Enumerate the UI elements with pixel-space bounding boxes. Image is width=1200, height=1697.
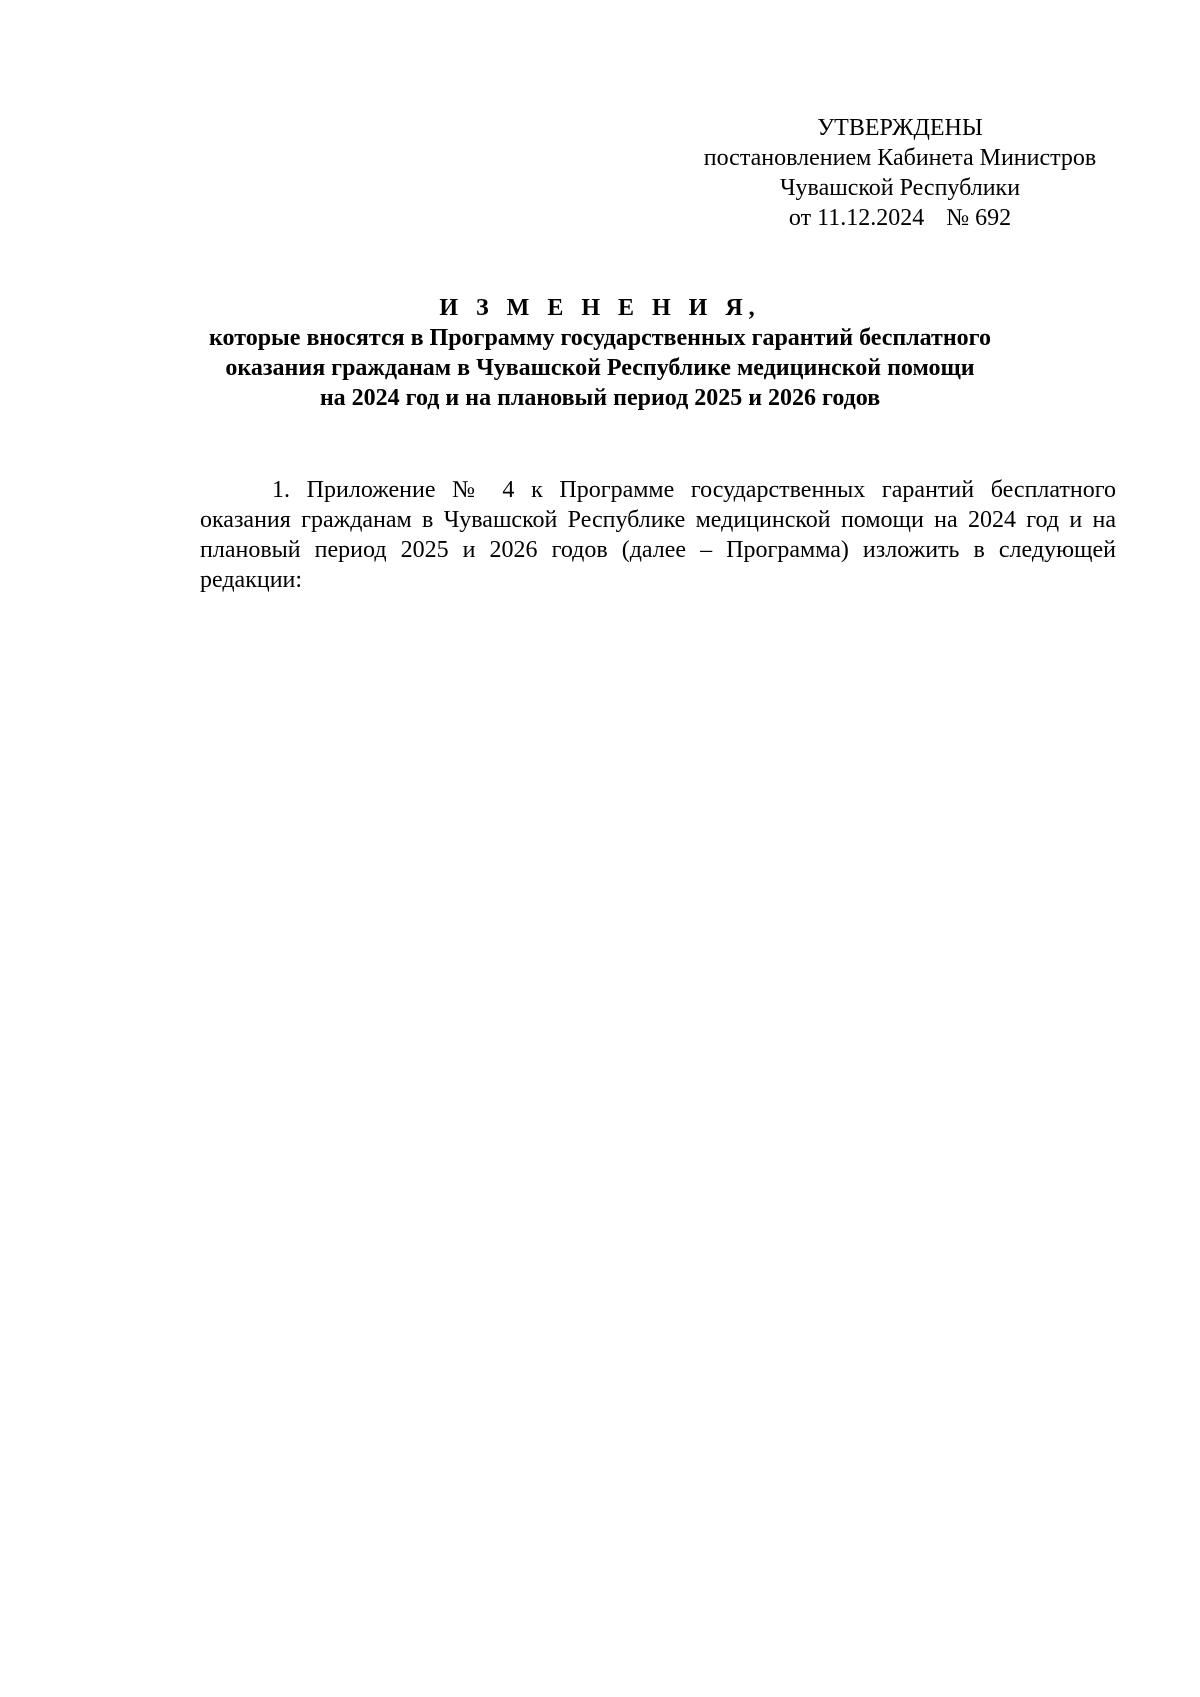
approval-stamp [680,113,1120,233]
document-heading: И З М Е Н Е Н И Я, [439,295,761,321]
paragraph-1: 1. Приложение № 4 к Программе государственных гарантий бесплатного оказания гражданам в Чувашской Республике медицинской помощи на 2024 год и на плановый период 2025 и 2026 годов (далее – Программа) изложить в следующей редакции: [200,477,1116,593]
document-title [190,293,1010,413]
approval-region: Чувашской Республики [779,175,1021,201]
approval-issuer: постановлением Кабинета Министров [703,145,1097,171]
document-subtitle-line: оказания гражданам в Чувашской Республике медицинской помощи [225,355,975,381]
document-subtitle-line: которые вносятся в Программу государственных гарантий бесплатного [209,325,991,351]
approval-date: от 11.12.2024 [788,205,925,231]
approval-number: № 692 [946,205,1012,231]
approval-title: УТВЕРЖДЕНЫ [817,115,983,141]
document-subtitle-line: на 2024 год и на плановый период 2025 и 2026 годов [319,385,881,411]
approval-date-line [680,203,1120,233]
